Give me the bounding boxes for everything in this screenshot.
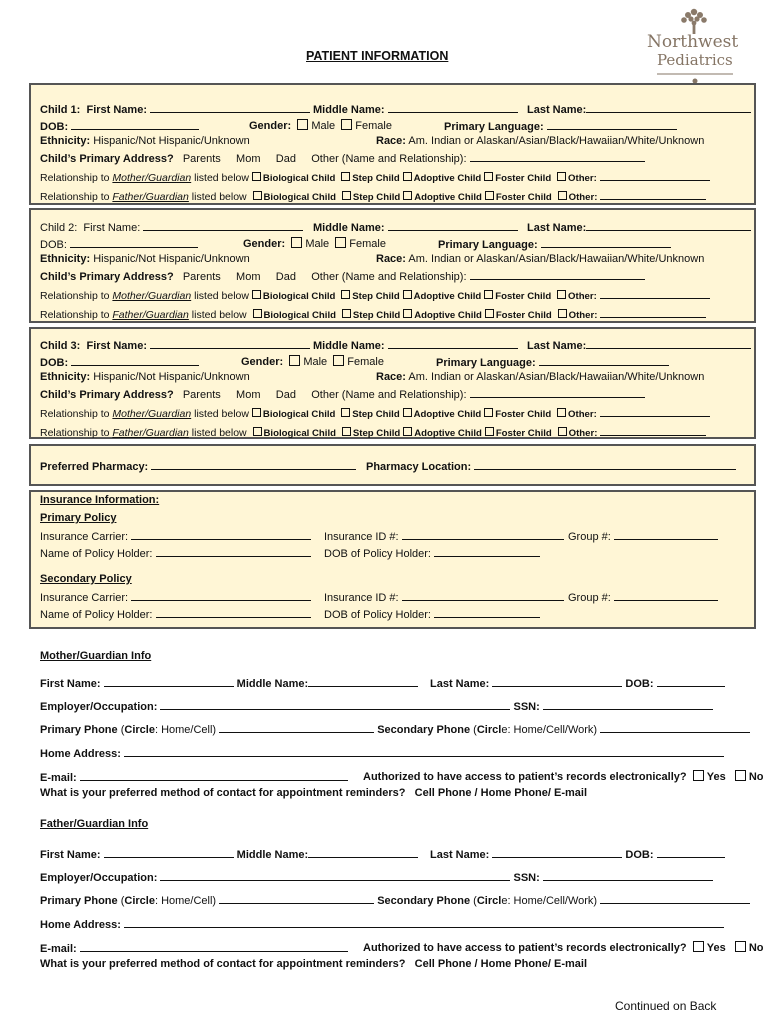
secondary-holder-dob-field[interactable] <box>434 607 540 618</box>
father-primary-phone-field[interactable] <box>219 893 374 904</box>
father-authorized-yes-checkbox[interactable] <box>693 941 704 952</box>
mother-preferred-contact: What is your preferred method of contact for appointment reminders? Cell Phone / Home Phone/ E-mail <box>40 787 588 799</box>
mother-employer-field[interactable] <box>160 699 510 710</box>
child2-mother-foster-checkbox[interactable] <box>484 290 493 299</box>
child2-address-field[interactable] <box>470 269 645 280</box>
child1-dob-field[interactable] <box>71 119 199 130</box>
child3-first-name-field[interactable] <box>150 338 310 349</box>
logo-line1: Northwest <box>647 32 739 52</box>
child3-mother-step-checkbox[interactable] <box>341 408 350 417</box>
secondary-holder-field[interactable] <box>156 607 311 618</box>
child1-father-step-checkbox[interactable] <box>342 191 351 200</box>
secondary-policy-heading: Secondary Policy <box>40 573 132 585</box>
child2-father-adoptive-checkbox[interactable] <box>403 309 412 318</box>
child3-address-field[interactable] <box>470 387 645 398</box>
mother-authorized-no-checkbox[interactable] <box>735 770 746 781</box>
secondary-carrier-field[interactable] <box>131 590 311 601</box>
child3-language-field[interactable] <box>539 355 669 366</box>
child1-address-field[interactable] <box>470 151 645 162</box>
child2-middle-name-field[interactable] <box>388 220 518 231</box>
child2-female-checkbox[interactable] <box>335 237 346 248</box>
child1-father-foster-checkbox[interactable] <box>485 191 494 200</box>
child3-mother-other-field[interactable] <box>600 406 710 417</box>
child3-name-row: Child 3: First Name: <box>40 338 310 353</box>
child3-mother-adoptive-checkbox[interactable] <box>403 408 412 417</box>
child3-mother-bio-checkbox[interactable] <box>252 408 261 417</box>
child2-mother-adoptive-checkbox[interactable] <box>403 290 412 299</box>
mother-guardian-heading: Mother/Guardian Info <box>40 650 152 662</box>
father-employer-field[interactable] <box>160 870 510 881</box>
child2-father-other-field[interactable] <box>600 307 706 318</box>
child3-mother-other-checkbox[interactable] <box>557 408 566 417</box>
primary-group-field[interactable] <box>614 529 718 540</box>
child1-mother-step-checkbox[interactable] <box>341 172 350 181</box>
child2-male-checkbox[interactable] <box>291 237 302 248</box>
father-ssn-field[interactable] <box>543 870 713 881</box>
mother-email-field[interactable] <box>80 770 348 781</box>
child3-father-adoptive-checkbox[interactable] <box>403 427 412 436</box>
mother-middle-name-field[interactable] <box>308 676 418 687</box>
father-preferred-contact: What is your preferred method of contact for appointment reminders? Cell Phone / Home Phone/ E-mail <box>40 958 588 970</box>
father-email-field[interactable] <box>80 941 348 952</box>
child1-language-field[interactable] <box>547 119 677 130</box>
child2-dob-field[interactable] <box>70 237 198 248</box>
child2-father-bio-checkbox[interactable] <box>253 309 262 318</box>
child1-name-row: Child 1: First Name: <box>40 102 310 117</box>
father-dob-field[interactable] <box>657 847 725 858</box>
child1-father-other-checkbox[interactable] <box>558 191 567 200</box>
primary-holder-dob-field[interactable] <box>434 546 540 557</box>
child2-last-name-field[interactable] <box>586 220 751 231</box>
child1-female-checkbox[interactable] <box>341 119 352 130</box>
child1-mother-other-checkbox[interactable] <box>557 172 566 181</box>
child2-name-row: Child 2: First Name: <box>40 220 303 235</box>
child3-last-name-field[interactable] <box>586 338 751 349</box>
child1-last-name-field[interactable] <box>586 102 751 113</box>
insurance-heading: Insurance Information: <box>40 494 160 506</box>
child1-father-other-field[interactable] <box>600 189 706 200</box>
child1-middle-name-field[interactable] <box>388 102 518 113</box>
mother-dob-field[interactable] <box>657 676 725 687</box>
child2-father-other-checkbox[interactable] <box>558 309 567 318</box>
father-secondary-phone-field[interactable] <box>600 893 750 904</box>
child3-male-checkbox[interactable] <box>289 355 300 366</box>
child2-mother-bio-checkbox[interactable] <box>252 290 261 299</box>
footer-continued: Continued on Back <box>615 999 717 1013</box>
child3-father-other-field[interactable] <box>600 425 706 436</box>
child1-father-bio-checkbox[interactable] <box>253 191 262 200</box>
child1-mother-foster-checkbox[interactable] <box>484 172 493 181</box>
child2-father-foster-checkbox[interactable] <box>485 309 494 318</box>
father-first-name-field[interactable] <box>104 847 234 858</box>
pharmacy-location-field[interactable] <box>474 459 736 470</box>
father-guardian-heading: Father/Guardian Info <box>40 818 149 830</box>
child2-mother-step-checkbox[interactable] <box>341 290 350 299</box>
primary-carrier-field[interactable] <box>131 529 311 540</box>
child3-father-other-checkbox[interactable] <box>558 427 567 436</box>
father-home-address-field[interactable] <box>124 917 724 928</box>
child1-male-checkbox[interactable] <box>297 119 308 130</box>
mother-secondary-phone-field[interactable] <box>600 722 750 733</box>
primary-insurance-id-field[interactable] <box>402 529 564 540</box>
father-middle-name-field[interactable] <box>308 847 418 858</box>
mother-authorized-yes-checkbox[interactable] <box>693 770 704 781</box>
mother-first-name-field[interactable] <box>104 676 234 687</box>
child3-dob-field[interactable] <box>71 355 199 366</box>
child3-father-bio-checkbox[interactable] <box>253 427 262 436</box>
father-authorized-no-checkbox[interactable] <box>735 941 746 952</box>
child2-language-field[interactable] <box>541 237 671 248</box>
secondary-group-field[interactable] <box>614 590 718 601</box>
preferred-pharmacy-field[interactable] <box>151 459 356 470</box>
child3-father-foster-checkbox[interactable] <box>485 427 494 436</box>
child2-first-name-field[interactable] <box>143 220 303 231</box>
child3-mother-foster-checkbox[interactable] <box>484 408 493 417</box>
child1-first-name-field[interactable] <box>150 102 310 113</box>
child1-mother-adoptive-checkbox[interactable] <box>403 172 412 181</box>
child1-father-adoptive-checkbox[interactable] <box>403 191 412 200</box>
mother-home-address-field[interactable] <box>124 746 724 757</box>
child2-mother-other-field[interactable] <box>600 288 710 299</box>
father-last-name-field[interactable] <box>492 847 622 858</box>
child3-father-step-checkbox[interactable] <box>342 427 351 436</box>
logo <box>645 8 745 84</box>
page-title: PATIENT INFORMATION <box>306 49 449 63</box>
primary-policy-heading: Primary Policy <box>40 512 117 524</box>
child2-mother-other-checkbox[interactable] <box>557 290 566 299</box>
logo-line2: Pediatrics <box>657 51 733 69</box>
mother-last-name-field[interactable] <box>492 676 622 687</box>
primary-holder-field[interactable] <box>156 546 311 557</box>
mother-primary-phone-field[interactable] <box>219 722 374 733</box>
child3-female-checkbox[interactable] <box>333 355 344 366</box>
child2-father-step-checkbox[interactable] <box>342 309 351 318</box>
mother-ssn-field[interactable] <box>543 699 713 710</box>
child1-mother-bio-checkbox[interactable] <box>252 172 261 181</box>
child1-mother-other-field[interactable] <box>600 170 710 181</box>
child3-middle-name-field[interactable] <box>388 338 518 349</box>
secondary-insurance-id-field[interactable] <box>402 590 564 601</box>
